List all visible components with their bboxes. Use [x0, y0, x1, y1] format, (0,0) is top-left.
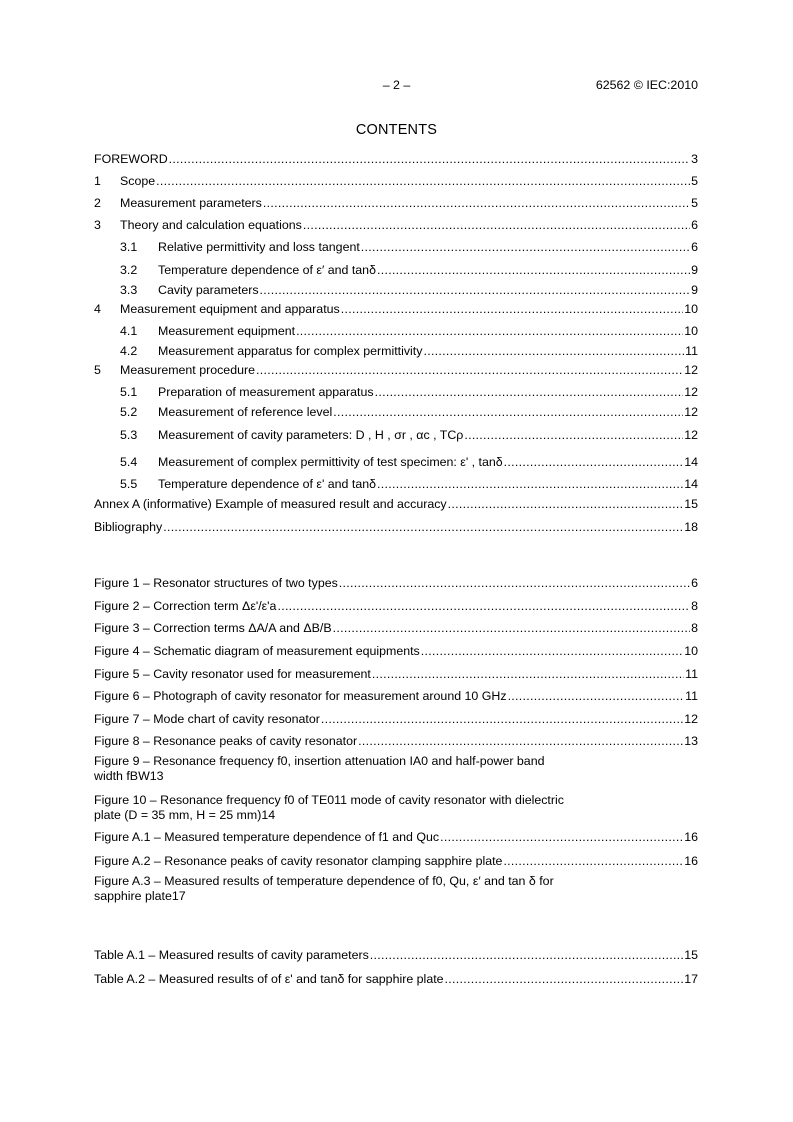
entry-label: Measurement of reference level — [158, 405, 333, 419]
page-ref: 6 — [691, 240, 698, 254]
leader-dots — [169, 152, 690, 167]
figure-entry[interactable] — [94, 599, 698, 614]
toc-entry[interactable] — [94, 428, 698, 443]
entry-label: Scope — [120, 174, 156, 188]
entry-label: Measurement of cavity parameters: D , H , σr , αc , TCρ — [158, 428, 464, 442]
page-ref: 5 — [691, 174, 698, 188]
page-ref: 13 — [684, 734, 698, 748]
entry-label: Measurement apparatus for complex permittivity — [158, 344, 423, 358]
entry-label: Figure 5 – Cavity resonator used for measurement — [94, 667, 371, 681]
entry-label: Table A.2 – Measured results of of ε' and tanδ for sapphire plate — [94, 972, 444, 986]
leader-dots — [464, 428, 683, 443]
page-ref: 3 — [691, 152, 698, 166]
toc-entry[interactable] — [94, 405, 698, 420]
leader-dots — [504, 455, 684, 470]
entry-label: Preparation of measurement apparatus — [158, 385, 374, 399]
page-ref: 16 — [684, 854, 698, 868]
toc-entry[interactable] — [94, 218, 698, 233]
figure-entry[interactable] — [94, 712, 698, 727]
toc-entry-bibliography[interactable] — [94, 520, 698, 535]
leader-dots — [421, 644, 683, 659]
page-ref: 13 — [149, 769, 164, 783]
page-ref: 6 — [691, 576, 698, 590]
leader-dots — [339, 576, 690, 591]
leader-dots — [445, 972, 684, 987]
leader-dots — [361, 240, 690, 255]
entry-label: Figure A.1 – Measured temperature dependence of f1 and Quc — [94, 830, 440, 844]
leader-dots — [333, 621, 690, 636]
entry-label: Figure 6 – Photograph of cavity resonator for measurement around 10 GHz — [94, 689, 507, 703]
entry-label: Annex A (informative) Example of measured result and accuracy — [94, 497, 447, 511]
page-ref: 17 — [171, 889, 186, 903]
entry-label: Measurement of complex permittivity of test specimen: ε' , tanδ — [158, 455, 503, 469]
leader-dots — [508, 689, 685, 704]
figure-entry[interactable] — [94, 576, 698, 591]
page-ref: 12 — [684, 385, 698, 399]
entry-number: 5.2 — [120, 405, 138, 419]
page-ref: 18 — [684, 520, 698, 534]
entry-label: Measurement parameters — [120, 196, 262, 210]
toc-entry[interactable] — [94, 283, 698, 298]
page-ref: 12 — [684, 405, 698, 419]
entry-number: 5.5 — [120, 477, 138, 491]
toc-entry[interactable] — [94, 263, 698, 278]
page-ref: 11 — [685, 344, 698, 358]
figure-entry[interactable] — [94, 754, 698, 784]
toc-entry[interactable] — [94, 152, 698, 167]
entry-label: Figure A.2 – Resonance peaks of cavity resonator clamping sapphire plate — [94, 854, 503, 868]
page-ref: 10 — [684, 302, 698, 316]
page-ref: 12 — [684, 712, 698, 726]
figure-entry[interactable] — [94, 644, 698, 659]
page-ref: 12 — [684, 428, 698, 442]
entry-number: 1 — [94, 174, 101, 188]
entry-number: 2 — [94, 196, 101, 210]
leader-dots — [277, 599, 690, 614]
entry-label: Figure 4 – Schematic diagram of measurement equipments — [94, 644, 420, 658]
leader-dots — [263, 196, 690, 211]
entry-number: 4.2 — [120, 344, 138, 358]
page-ref: 15 — [684, 948, 698, 962]
entry-number: 4 — [94, 302, 101, 316]
entry-label: Temperature dependence of ε' and tanδ — [158, 477, 377, 491]
page-ref: 17 — [684, 972, 698, 986]
entry-number: 5.3 — [120, 428, 138, 442]
leader-dots — [321, 712, 683, 727]
page-ref: 15 — [684, 497, 698, 511]
toc-entry[interactable] — [94, 344, 698, 359]
toc-entry[interactable] — [94, 174, 698, 189]
leader-dots — [163, 520, 683, 535]
toc-entry[interactable] — [94, 477, 698, 492]
leader-dots — [503, 854, 683, 869]
figure-entry[interactable] — [94, 854, 698, 869]
page-ref: 5 — [691, 196, 698, 210]
entry-label: Figure 10 – Resonance frequency f0 of TE011 mode of cavity resonator with dielectric — [94, 793, 564, 807]
contents-title: CONTENTS — [355, 122, 438, 138]
leader-dots — [303, 218, 690, 233]
page-ref: 11 — [685, 667, 698, 681]
entry-label: Measurement equipment — [158, 324, 296, 338]
toc-entry-annex[interactable] — [94, 497, 698, 512]
entry-label: Bibliography — [94, 520, 163, 534]
leader-dots — [375, 385, 684, 400]
entry-label: sapphire plate — [94, 889, 172, 903]
entry-number: 3.1 — [120, 240, 138, 254]
page-ref: 16 — [684, 830, 698, 844]
leader-dots — [448, 497, 684, 512]
page-ref: 10 — [684, 324, 698, 338]
entry-label: Temperature dependence of ε′ and tanδ — [158, 263, 376, 277]
entry-label: plate (D = 35 mm, H = 25 mm) — [94, 808, 262, 822]
page-ref: 8 — [691, 599, 698, 613]
entry-number: 5 — [94, 363, 101, 377]
table-entry[interactable] — [94, 948, 698, 963]
page-ref: 14 — [261, 808, 276, 822]
figure-entry[interactable] — [94, 830, 698, 845]
entry-label: width fBW — [94, 769, 150, 783]
leader-dots — [372, 667, 684, 682]
entry-label: Figure 3 – Correction terms ΔA/A and ΔB/B — [94, 621, 332, 635]
toc-entry[interactable] — [94, 302, 698, 317]
entry-label: Figure 8 – Resonance peaks of cavity resonator — [94, 734, 358, 748]
leader-dots — [156, 174, 690, 189]
leader-dots — [440, 830, 683, 845]
entry-label: Measurement procedure — [120, 363, 255, 377]
entry-number: 3.3 — [120, 283, 138, 297]
entry-label: Theory and calculation equations — [120, 218, 302, 232]
leader-dots — [256, 363, 683, 378]
figure-entry[interactable] — [94, 621, 698, 636]
entry-label: Figure A.3 – Measured results of temperature dependence of f0, Qu, ε′ and tan δ for — [94, 874, 554, 888]
page-ref: 12 — [684, 363, 698, 377]
leader-dots — [377, 477, 683, 492]
figure-entry[interactable] — [94, 793, 698, 823]
toc-entry[interactable] — [94, 363, 698, 378]
toc-entry[interactable] — [94, 324, 698, 339]
toc-entry[interactable] — [94, 385, 698, 400]
entry-number: 5.4 — [120, 455, 138, 469]
leader-dots — [358, 734, 683, 749]
leader-dots — [296, 324, 683, 339]
entry-number: 3.2 — [120, 263, 138, 277]
page-number: – 2 – — [382, 78, 411, 92]
entry-number: 4.1 — [120, 324, 138, 338]
leader-dots — [370, 948, 683, 963]
page-ref: 14 — [684, 455, 698, 469]
entry-label: Figure 1 – Resonator structures of two types — [94, 576, 338, 590]
table-entry[interactable] — [94, 972, 698, 987]
page-ref: 9 — [691, 283, 698, 297]
entry-label: Table A.1 – Measured results of cavity parameters — [94, 948, 369, 962]
toc-entry[interactable] — [94, 240, 698, 255]
page-ref: 10 — [684, 644, 698, 658]
page-ref: 14 — [684, 477, 698, 491]
figure-entry[interactable] — [94, 667, 698, 682]
figure-entry[interactable] — [94, 874, 698, 904]
entry-label: Figure 7 – Mode chart of cavity resonator — [94, 712, 320, 726]
entry-number: 5.1 — [120, 385, 138, 399]
page-ref: 8 — [691, 621, 698, 635]
page-ref: 11 — [685, 689, 698, 703]
entry-label: Figure 2 – Correction term Δε'/ε'a — [94, 599, 277, 613]
toc-entry[interactable] — [94, 455, 698, 470]
entry-label: Relative permittivity and loss tangent — [158, 240, 360, 254]
page-ref: 9 — [691, 263, 698, 277]
figure-entry[interactable] — [94, 689, 698, 704]
entry-label: Cavity parameters — [158, 283, 259, 297]
leader-dots — [341, 302, 683, 317]
entry-label: Measurement equipment and apparatus — [120, 302, 340, 316]
toc-entry[interactable] — [94, 196, 698, 211]
entry-label: FOREWORD — [94, 152, 168, 166]
figure-entry[interactable] — [94, 734, 698, 749]
document-reference: 62562 © IEC:2010 — [595, 78, 698, 92]
entry-number: 3 — [94, 218, 101, 232]
leader-dots — [260, 283, 691, 298]
leader-dots — [423, 344, 684, 359]
leader-dots — [377, 263, 690, 278]
entry-label: Figure 9 – Resonance frequency f0, insertion attenuation IA0 and half-power band — [94, 754, 545, 768]
page-ref: 6 — [691, 218, 698, 232]
leader-dots — [333, 405, 683, 420]
